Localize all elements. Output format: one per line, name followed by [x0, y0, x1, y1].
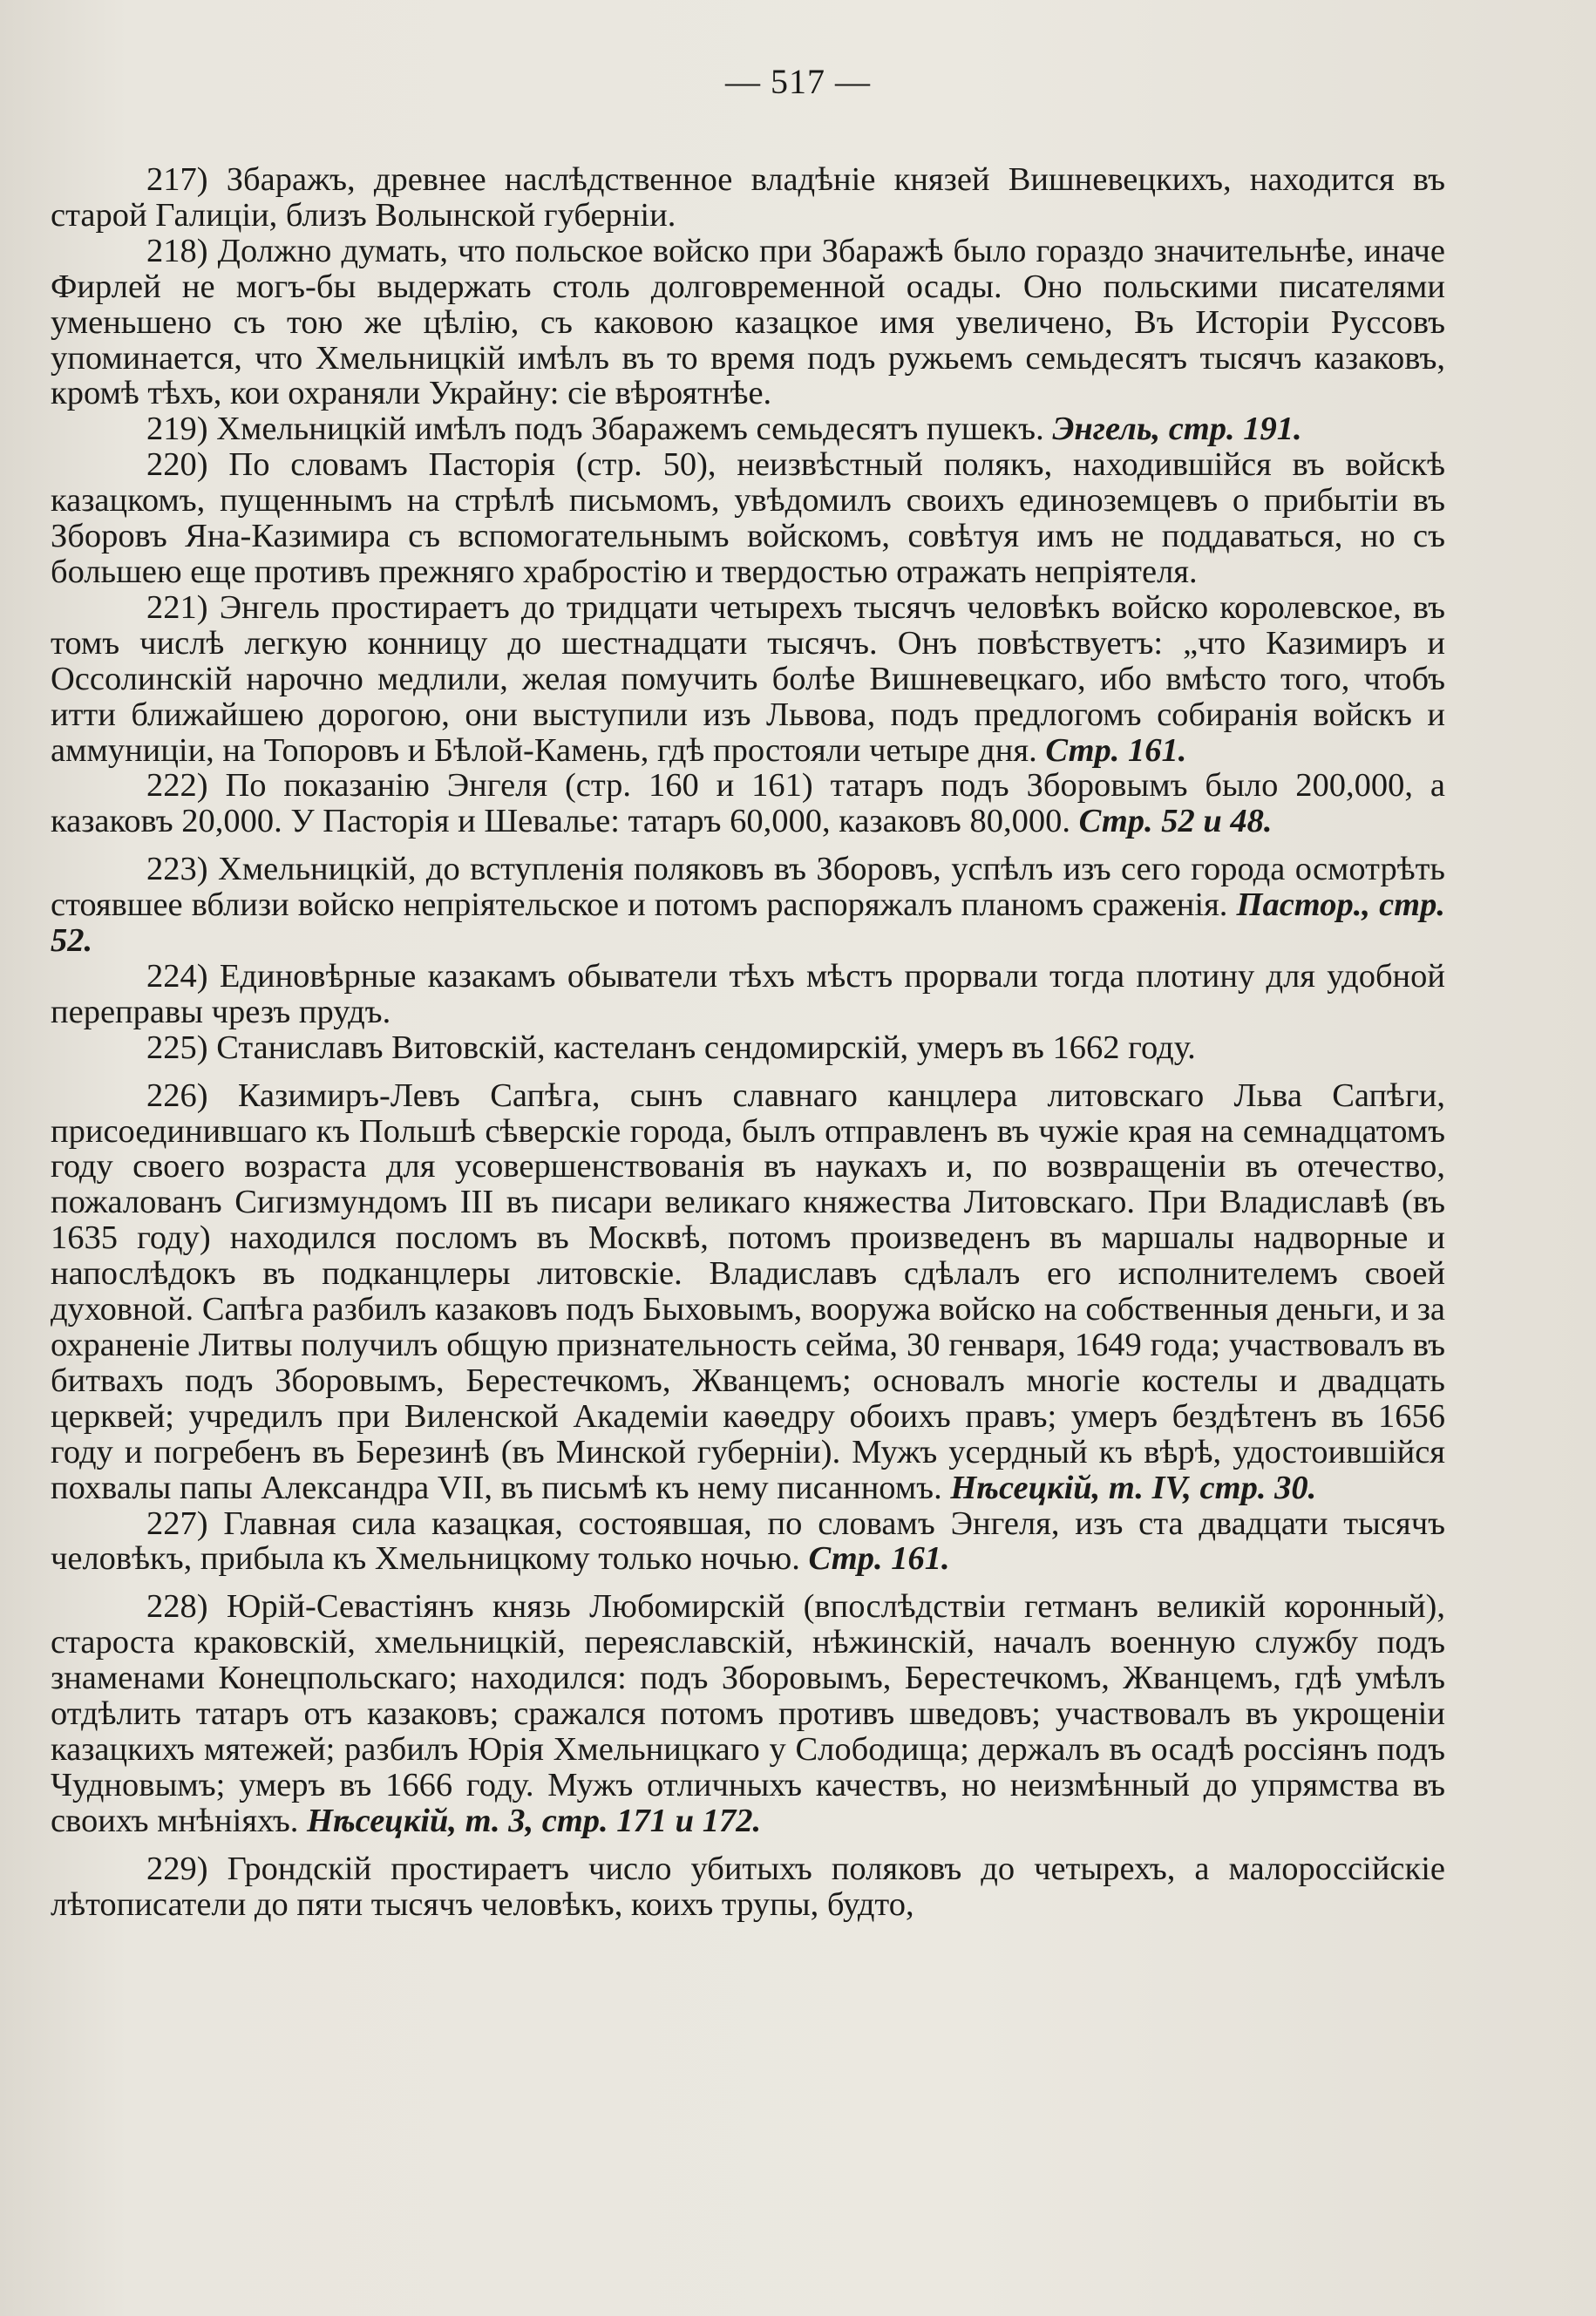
note-source: Стр. 161. — [808, 1540, 950, 1578]
note-text: 224) Единовѣрные казакамъ обыватели тѣхъ мѣстъ прорвали тогда плотину для удобной переправы чрезъ прудъ. — [51, 957, 1445, 1030]
note-225 — [51, 1030, 1445, 1066]
note-text: 227) Главная сила казацкая, состоявшая, по словамъ Энгеля, изъ ста двадцати тысячъ человѣкъ, прибыла къ Хмельницкому только ночью. — [51, 1504, 1445, 1578]
note-source: Нѣсецкій, т. IV, стр. 30. — [950, 1469, 1317, 1506]
note-text: 222) По показанію Энгеля (стр. 160 и 161) татаръ подъ Зборовымъ было 200,000, а казаковъ 20,000. У Пасторія и Шевалье: татаръ 60,000, казаковъ 80,000. — [51, 767, 1445, 840]
note-source: Нѣсецкій, т. 3, стр. 171 и 172. — [307, 1802, 762, 1839]
note-text: 226) Казимиръ-Левъ Сапѣга, сынъ славнаго канцлера литовскаго Льва Сапѣги, присоединившаго къ Польшѣ сѣверскіе города, былъ отправленъ въ чужіе края на семнадцатомъ году своего возраста для усовершенствованія въ наукахъ и, по возвращеніи въ отечество, пожалованъ Сигизмундомъ III въ писари великаго княжества Литовскаго. При Владиславѣ (въ 1635 году) находился посломъ въ Москвѣ, потомъ произведенъ въ маршалы надворные и напослѣдокъ въ подканцлеры литовскіе. Владиславъ сдѣлалъ его исполнителемъ своей духовной. Сапѣга разбилъ казаковъ подъ Быховымъ, вооружа войско на собственныя деньги, и за охраненіе Литвы получилъ общую признательность сейма, 30 генваря, 1649 года; участвовалъ въ битвахъ подъ Зборовымъ, Берестечкомъ, Жванцемъ; основалъ многіе костелы и двадцать церквей; учредилъ при Виленской Академіи каѳедру обоихъ правъ; умеръ бездѣтенъ въ 1656 году и погребенъ въ Березинѣ (въ Минской губерніи). Мужъ усердный къ вѣрѣ, удостоившійся похвалы папы Александра VII, въ письмѣ къ нему писанномъ. — [51, 1076, 1445, 1506]
note-223 — [51, 852, 1445, 959]
note-226 — [51, 1078, 1445, 1506]
note-217 — [51, 162, 1445, 234]
note-218 — [51, 234, 1445, 412]
note-text: 220) По словамъ Пасторія (стр. 50), неизвѣстный полякъ, находившійся въ войскѣ казацкомъ, пущеннымъ на стрѣлѣ письмомъ, увѣдомилъ своихъ единоземцевъ о прибытіи въ Зборовъ Яна-Казимира съ вспомогательнымъ войскомъ, совѣтуя имъ не поддаваться, но съ большею еще противъ прежняго храбростію и твердостью отражать непріятеля. — [51, 446, 1445, 590]
notes-column — [51, 162, 1445, 1923]
note-text: 228) Юрій-Севастіянъ князь Любомирскій (впослѣдствіи гетманъ великій коронный), староста краковскій, хмельницкій, переяславскій, нѣжинскій, началъ военную службу подъ знаменами Конецпольскаго; находился: подъ Зборовымъ, Берестечкомъ, Жванцемъ, гдѣ умѣлъ отдѣлить татаръ отъ казаковъ; сражался потомъ противъ шведовъ; участвовалъ въ укрощеніи казацкихъ мятежей; разбилъ Юрія Хмельницкаго у Слободища; держалъ въ осадѣ россіянъ подъ Чудновымъ; умеръ въ 1666 году. Мужъ отличныхъ качествъ, но неизмѣнный до упрямства въ своихъ мнѣніяхъ. — [51, 1588, 1445, 1839]
note-text: 218) Должно думать, что польское войско при Збаражѣ было гораздо значительнѣе, иначе Фирлей не могъ-бы выдержать столь долговременной осады. Оно польскими писателями уменьшено съ тою же цѣлію, съ каковою казацкое имя увеличено, Въ Исторіи Руссовъ упоминается, что Хмельницкій имѣлъ въ то время подъ ружьемъ семьдесятъ тысячъ казаковъ, кромѣ тѣхъ, кои охраняли Украйну: сіе вѣроятнѣе. — [51, 232, 1445, 412]
page-number: — 517 — — [725, 62, 871, 101]
note-224 — [51, 959, 1445, 1030]
note-source: Пастор., стр. 52. — [51, 886, 1445, 960]
note-text: 229) Грондскій простираетъ число убитыхъ поляковъ до четырехъ, а малороссійскіе лѣтописатели до пяти тысячъ человѣкъ, коихъ трупы, будто, — [51, 1850, 1445, 1923]
note-text: 221) Энгель простираетъ до тридцати четырехъ тысячъ человѣкъ войско королевское, въ томъ числѣ легкую конницу до шестнадцати тысячъ. Онъ повѣствуетъ: „что Казимиръ и Оссолинскій нарочно медлили, желая помучить болѣе Вишневецкаго, ибо вмѣсто того, чтобъ итти ближайшею дорогою, они выступили изъ Львова, подъ предлогомъ собиранія войскъ и аммуниціи, на Топоровъ и Бѣлой-Камень, гдѣ простояли четыре дня. — [51, 588, 1445, 769]
note-text: 219) Хмельницкій имѣлъ подъ Збаражемъ семьдесятъ пушекъ. — [146, 411, 1044, 448]
note-228 — [51, 1589, 1445, 1838]
note-source: Стр. 161. — [1045, 731, 1187, 769]
note-220 — [51, 447, 1445, 590]
note-text: 225) Станиславъ Витовскій, кастеланъ сендомирскій, умеръ въ 1662 году. — [146, 1029, 1196, 1066]
note-229 — [51, 1851, 1445, 1923]
note-221 — [51, 590, 1445, 769]
note-source: Стр. 52 и 48. — [1078, 803, 1273, 840]
note-219 — [51, 411, 1445, 447]
note-text: 217) Збаражъ, древнее наслѣдственное владѣніе князей Вишневецкихъ, находится въ старой Галиціи, близъ Волынской губерніи. — [51, 161, 1445, 234]
note-222 — [51, 768, 1445, 839]
note-source: Энгель, стр. 191. — [1052, 411, 1302, 448]
note-text: 223) Хмельницкій, до вступленія поляковъ въ Зборовъ, успѣлъ изъ сего города осмотрѣть стоявшее вблизи войско непріятельское и потомъ распоряжалъ планомъ сраженія. — [51, 851, 1445, 924]
note-227 — [51, 1506, 1445, 1578]
